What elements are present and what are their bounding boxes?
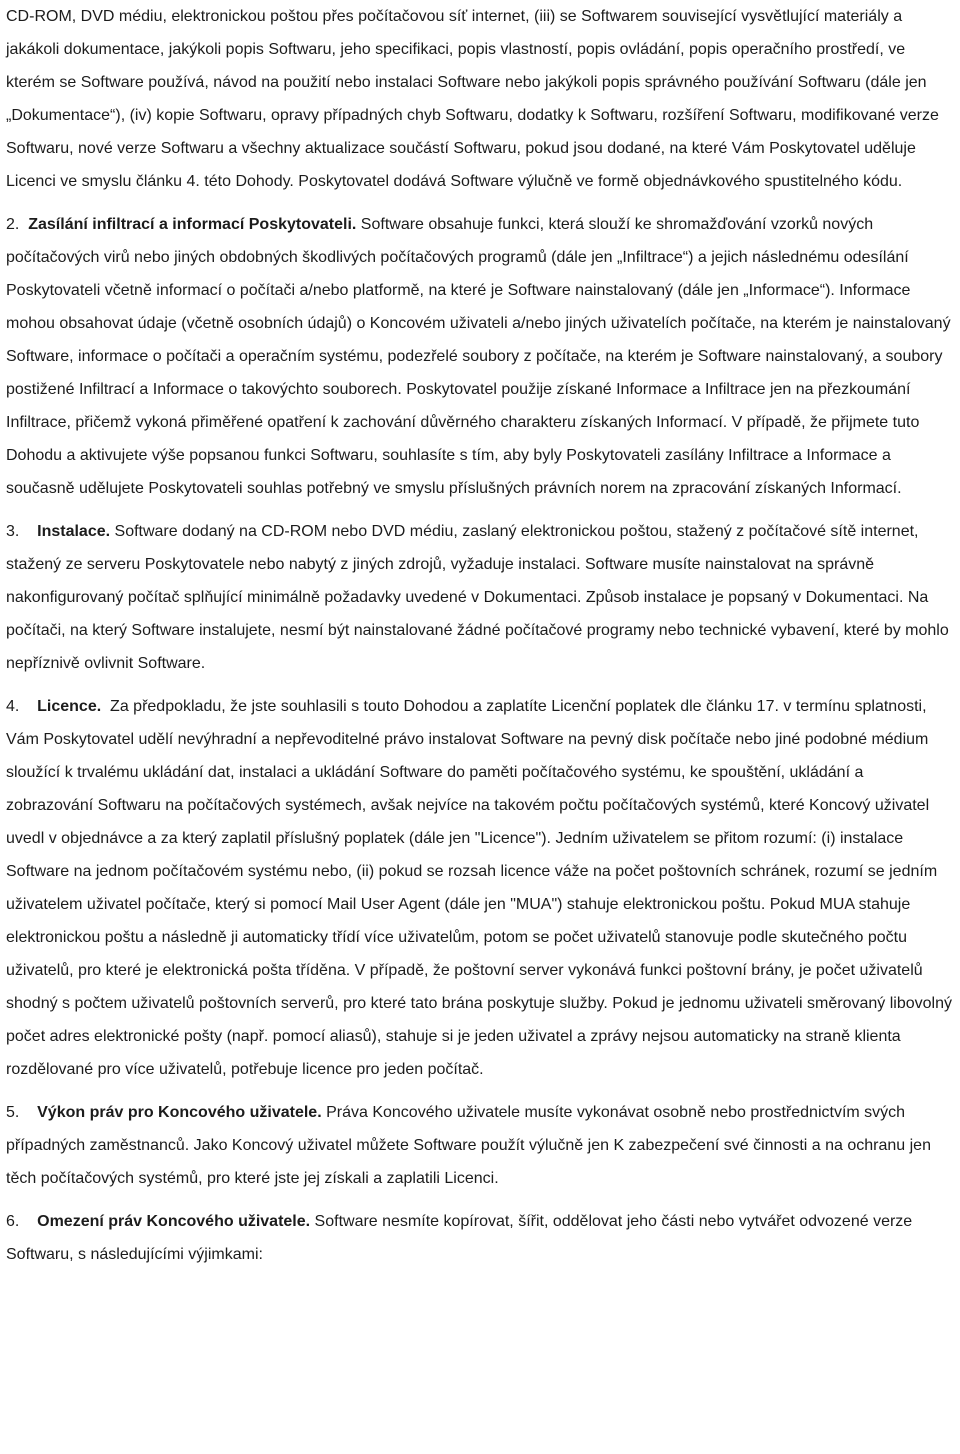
paragraph-text: Software nesmíte kopírovat, šířit, oddělovat jeho části nebo vytvářet odvozené verze Softwaru, s následujícími výjimkami: (6, 1213, 913, 1263)
paragraph-section-3 (6, 515, 954, 680)
paragraph-text: Software obsahuje funkci, která slouží ke shromažďování vzorků nových počítačových virů nebo jiných obdobných škodlivých počítačových programů (dále jen „Infiltrace“) a jejich následnému odesílání Poskytovateli včetně informací o počítači a/nebo platformě, na které je Software nainstalovaný (dále jen „Informace“). Informace mohou obsahovat údaje (včetně osobních údajů) o Koncovém uživateli a/nebo jiných uživatelích počítače, na kterém je nainstalovaný Software, informace o počítači a operačním systému, podezřelé soubory z počítače, na kterém je Software nainstalovaný, a soubory postižené Infiltrací a Informace o takovýchto souborech. Poskytovatel použije získané Informace a Infiltrace jen na přezkoumání Infiltrace, přičemž vykoná přiměřené opatření k zachování důvěrného charakteru získaných Informací. V případě, že přijmete tuto Dohodu a aktivujete výše popsanou funkci Softwaru, souhlasíte s tím, aby byly Poskytovateli zasílány Infiltrace a Informace a současně udělujete Poskytovateli souhlas potřebný ve smyslu příslušných právních norem na zpracování získaných Informací. (6, 216, 951, 497)
section-number: 6. (6, 1213, 20, 1230)
paragraph-section-4 (6, 690, 954, 1086)
paragraph-text: Software dodaný na CD-ROM nebo DVD médiu, zaslaný elektronickou poštou, stažený z počítačové sítě internet, stažený ze serveru Poskytovatele nebo nabytý z jiných zdrojů, vyžaduje instalaci. Software musíte nainstalovat na správně nakonfigurovaný počítač splňující minimálně požadavky uvedené v Dokumentaci. Způsob instalace je popsaný v Dokumentaci. Na počítači, na který Software instalujete, nesmí být nainstalované žádné počítačové programy nebo technické vybavení, které by mohlo nepříznivě ovlivnit Software. (6, 523, 949, 672)
paragraph-text: CD-ROM, DVD médiu, elektronickou poštou přes počítačovou síť internet, (iii) se Softwarem související vysvětlující materiály a jakákoli dokumentace, jakýkoli popis Softwaru, jeho specifikaci, popis vlastností, popis ovládání, popis operačního prostředí, ve kterém se Software používá, návod na použití nebo instalaci Software nebo jakýkoli popis správného používání Softwaru (dále jen „Dokumentace“), (iv) kopie Softwaru, opravy případných chyb Softwaru, dodatky k Softwaru, rozšíření Softwaru, modifikované verze Softwaru, nové verze Softwaru a všechny aktualizace součástí Softwaru, pokud jsou dodané, na které Vám Poskytovatel uděluje Licenci ve smyslu článku 4. této Dohody. Poskytovatel dodává Software výlučně ve formě objednávkového spustitelného kódu. (6, 8, 939, 190)
section-heading: Licence. (37, 698, 102, 715)
paragraph-intro (6, 0, 954, 198)
paragraph-section-6 (6, 1205, 954, 1271)
paragraph-section-5 (6, 1096, 954, 1195)
section-heading: Omezení práv Koncového uživatele. (37, 1213, 311, 1230)
paragraph-text: Za předpokladu, že jste souhlasili s touto Dohodou a zaplatíte Licenční poplatek dle článku 17. v termínu splatnosti, Vám Poskytovatel udělí nevýhradní a nepřevoditelné právo instalovat Software na pevný disk počítače nebo jiné podobné médium sloužící k trvalému ukládání dat, instalaci a ukládání Software do paměti počítačového systému, ke spouštění, ukládání a zobrazování Softwaru na počítačových systémech, avšak nejvíce na takovém počtu počítačových systémů, které Koncový uživatel uvedl v objednávce a za který zaplatil příslušný poplatek (dále jen "Licence"). Jedním uživatelem se přitom rozumí: (i) instalace Software na jednom počítačovém systému nebo, (ii) pokud se rozsah licence váže na počet poštovních schránek, rozumí se jedním uživatelem uživatel počítače, který si pomocí Mail User Agent (dále jen "MUA") stahuje elektronickou poštu. Pokud MUA stahuje elektronickou poštu a následně ji automaticky třídí více uživatelům, potom se počet uživatelů stanovuje podle skutečného počtu uživatelů, pro které je elektronická pošta tříděna. V případě, že poštovní server vykonává funkci poštovní brány, je počet uživatelů shodný s počtem uživatelů poštovních serverů, pro které tato brána poskytuje služby. Pokud je jednomu uživateli směrovaný libovolný počet adres elektronické pošty (např. pomocí aliasů), stahuje si je jeden uživatel a zprávy nejsou automaticky na straně klienta rozdělované pro více uživatelů, potřebuje licence pro jeden počítač. (6, 698, 952, 1078)
section-number: 3. (6, 523, 20, 540)
section-number: 2. (6, 216, 20, 233)
paragraph-text: Práva Koncového uživatele musíte vykonávat osobně nebo prostřednictvím svých případných zaměstnanců. Jako Koncový uživatel můžete Software použít výlučně jen K zabezpečení své činnosti a na ochranu jen těch počítačových systémů, pro které jste jej získali a zaplatili Licenci. (6, 1104, 931, 1187)
section-heading: Výkon práv pro Koncového uživatele. (37, 1104, 322, 1121)
section-heading: Zasílání infiltrací a informací Poskytovateli. (28, 216, 357, 233)
section-heading: Instalace. (37, 523, 111, 540)
paragraph-section-2 (6, 208, 954, 505)
section-number: 4. (6, 698, 20, 715)
section-number: 5. (6, 1104, 20, 1121)
document-page (6, 0, 954, 1271)
